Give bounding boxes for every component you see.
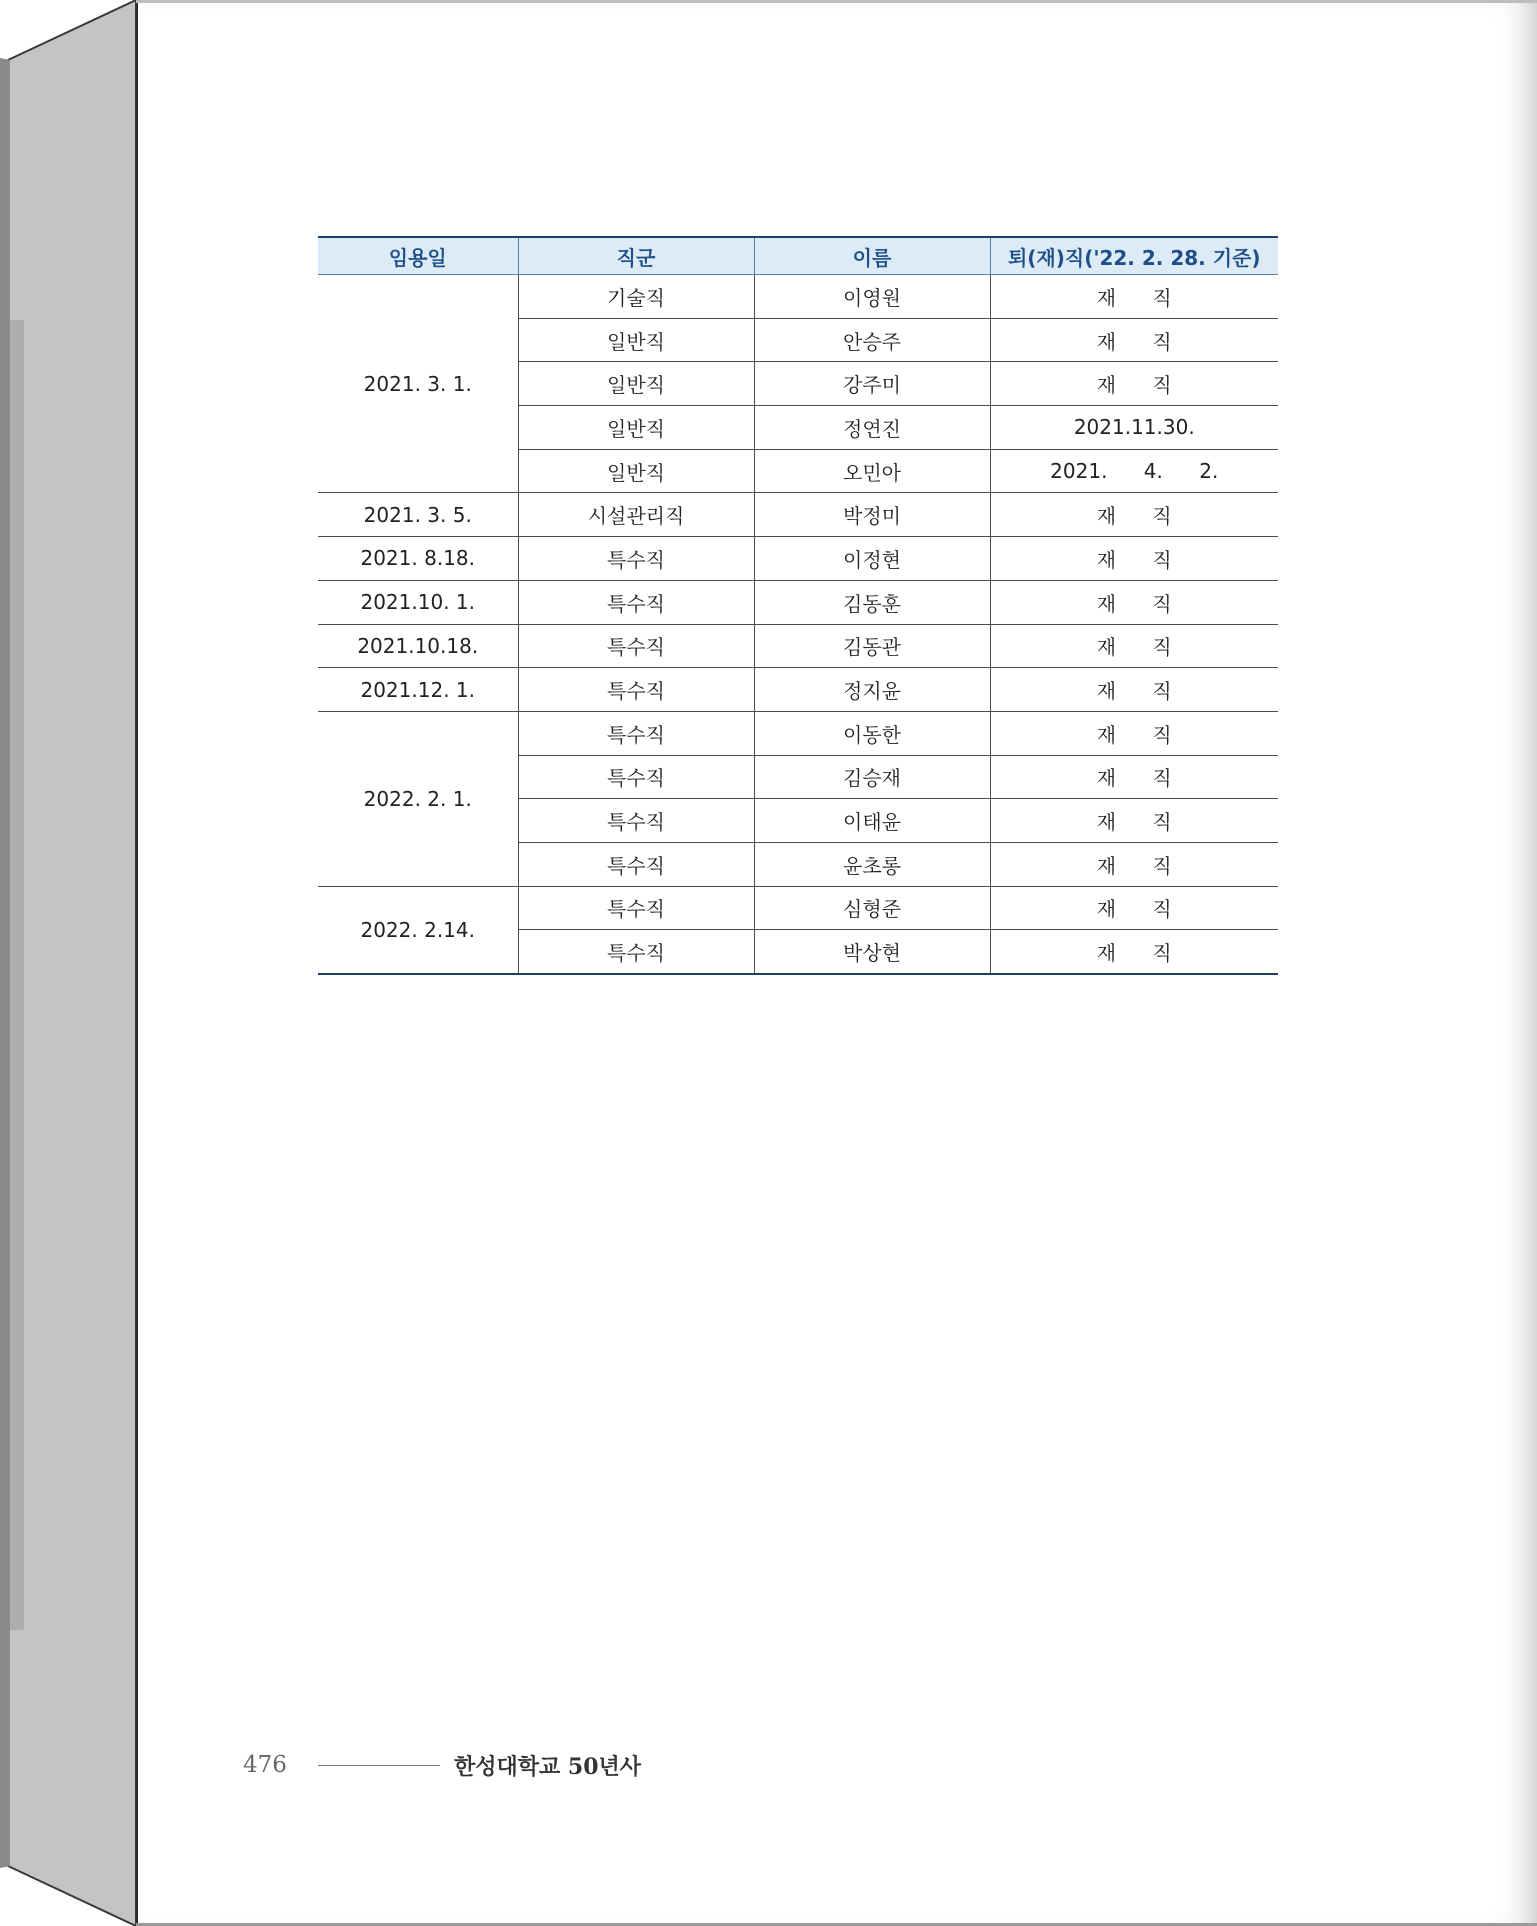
cell-name: 박상현 <box>754 930 990 974</box>
staff-appointment-table <box>318 236 1278 975</box>
cell-name: 안승주 <box>754 318 990 362</box>
cell-name: 정지윤 <box>754 668 990 712</box>
cell-name: 심형준 <box>754 886 990 930</box>
cell-status: 2021. 4. 2. <box>990 449 1278 493</box>
cell-appointment-date: 2021. 8.18. <box>318 537 518 581</box>
cell-name: 이동한 <box>754 711 990 755</box>
cell-appointment-date: 2022. 2.14. <box>318 886 518 974</box>
cell-appointment-date: 2021. 3. 5. <box>318 493 518 537</box>
book-title: 한성대학교 50년사 <box>454 1753 642 1780</box>
cell-status: 재 직 <box>990 755 1278 799</box>
cell-job-category: 특수직 <box>518 711 754 755</box>
cell-job-category: 특수직 <box>518 624 754 668</box>
footer-rule <box>318 1765 440 1766</box>
page-top-edge <box>136 0 1537 3</box>
cell-appointment-date: 2021.10.18. <box>318 624 518 668</box>
cell-status: 재 직 <box>990 537 1278 581</box>
cell-status: 재 직 <box>990 930 1278 974</box>
cell-name: 이정현 <box>754 537 990 581</box>
page-footer <box>243 1745 641 1785</box>
cell-job-category: 특수직 <box>518 668 754 712</box>
cell-job-category: 시설관리직 <box>518 493 754 537</box>
cell-job-category: 특수직 <box>518 537 754 581</box>
cell-name: 정연진 <box>754 406 990 450</box>
cell-job-category: 특수직 <box>518 580 754 624</box>
cell-status: 재 직 <box>990 275 1278 319</box>
cell-name: 오민아 <box>754 449 990 493</box>
table-header-row <box>318 237 1278 275</box>
table-row <box>318 580 1278 624</box>
table-row <box>318 624 1278 668</box>
cell-status: 재 직 <box>990 668 1278 712</box>
cell-job-category: 특수직 <box>518 755 754 799</box>
cell-job-category: 일반직 <box>518 362 754 406</box>
cell-name: 이영원 <box>754 275 990 319</box>
table-row <box>318 668 1278 712</box>
table-row <box>318 886 1278 930</box>
cell-appointment-date: 2021.10. 1. <box>318 580 518 624</box>
book-spine <box>0 0 140 1926</box>
cell-status: 2021.11.30. <box>990 406 1278 450</box>
cell-name: 이태윤 <box>754 799 990 843</box>
cell-status: 재 직 <box>990 580 1278 624</box>
cell-name: 김동훈 <box>754 580 990 624</box>
table-row <box>318 493 1278 537</box>
table-row <box>318 537 1278 581</box>
cell-job-category: 기술직 <box>518 275 754 319</box>
table-row <box>318 711 1278 755</box>
cell-job-category: 일반직 <box>518 449 754 493</box>
cell-name: 박정미 <box>754 493 990 537</box>
cell-status: 재 직 <box>990 799 1278 843</box>
cell-job-category: 특수직 <box>518 886 754 930</box>
cell-status: 재 직 <box>990 711 1278 755</box>
header-appointment-date: 임용일 <box>318 237 518 275</box>
cell-name: 김동관 <box>754 624 990 668</box>
cell-job-category: 특수직 <box>518 930 754 974</box>
cell-job-category: 일반직 <box>518 318 754 362</box>
cell-name: 김승재 <box>754 755 990 799</box>
cell-appointment-date: 2021.12. 1. <box>318 668 518 712</box>
cell-status: 재 직 <box>990 886 1278 930</box>
table-row <box>318 275 1278 319</box>
cell-status: 재 직 <box>990 624 1278 668</box>
header-name: 이름 <box>754 237 990 275</box>
cell-status: 재 직 <box>990 362 1278 406</box>
cell-appointment-date: 2022. 2. 1. <box>318 711 518 886</box>
cell-job-category: 특수직 <box>518 842 754 886</box>
cell-name: 윤초롱 <box>754 842 990 886</box>
table-body <box>318 275 1278 975</box>
cell-appointment-date: 2021. 3. 1. <box>318 275 518 493</box>
cell-name: 강주미 <box>754 362 990 406</box>
header-status: 퇴(재)직('22. 2. 28. 기준) <box>990 237 1278 275</box>
cell-status: 재 직 <box>990 318 1278 362</box>
cell-job-category: 일반직 <box>518 406 754 450</box>
header-job-category: 직군 <box>518 237 754 275</box>
cell-job-category: 특수직 <box>518 799 754 843</box>
cell-status: 재 직 <box>990 842 1278 886</box>
page-number: 476 <box>243 1752 287 1778</box>
cell-status: 재 직 <box>990 493 1278 537</box>
